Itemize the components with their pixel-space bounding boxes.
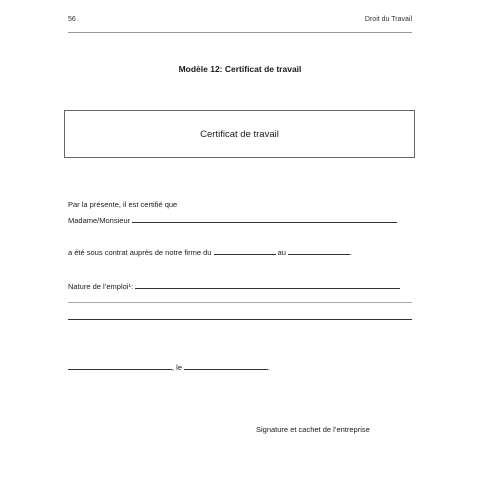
contract-mid: au — [277, 248, 286, 257]
end-date-field[interactable] — [288, 246, 353, 257]
person-label: Madame/Monsieur — [68, 216, 131, 225]
date-field[interactable] — [184, 361, 271, 372]
place-field[interactable] — [68, 361, 172, 370]
certificate-title: Certificat de travail — [200, 128, 279, 140]
certificate-title-box — [64, 110, 415, 158]
model-title: Modèle 12: Certificat de travail — [178, 64, 302, 74]
job-nature-field[interactable] — [135, 280, 400, 289]
place-date-row — [68, 361, 270, 372]
header-rule — [68, 32, 412, 33]
job-nature-line-3[interactable] — [68, 319, 412, 320]
contract-row — [68, 246, 352, 257]
job-nature-line-2[interactable] — [68, 302, 412, 303]
running-header-title: Droit du Travail — [364, 16, 412, 23]
job-row — [68, 280, 400, 291]
contract-end: . — [350, 248, 353, 257]
signature-label: Signature et cachet de l’entreprise — [256, 425, 370, 434]
date-comma: , le — [172, 363, 183, 372]
intro-text: Par la présente, il est certifié que — [68, 200, 178, 209]
date-end: . — [268, 363, 271, 372]
person-name-field[interactable] — [132, 214, 397, 223]
job-label: Nature de l’emploi¹: — [68, 282, 134, 291]
contract-prefix: a été sous contrat auprès de notre firme du — [68, 248, 212, 257]
person-row — [68, 214, 397, 225]
start-date-field[interactable] — [214, 246, 276, 255]
page-number: 56 — [68, 16, 76, 23]
